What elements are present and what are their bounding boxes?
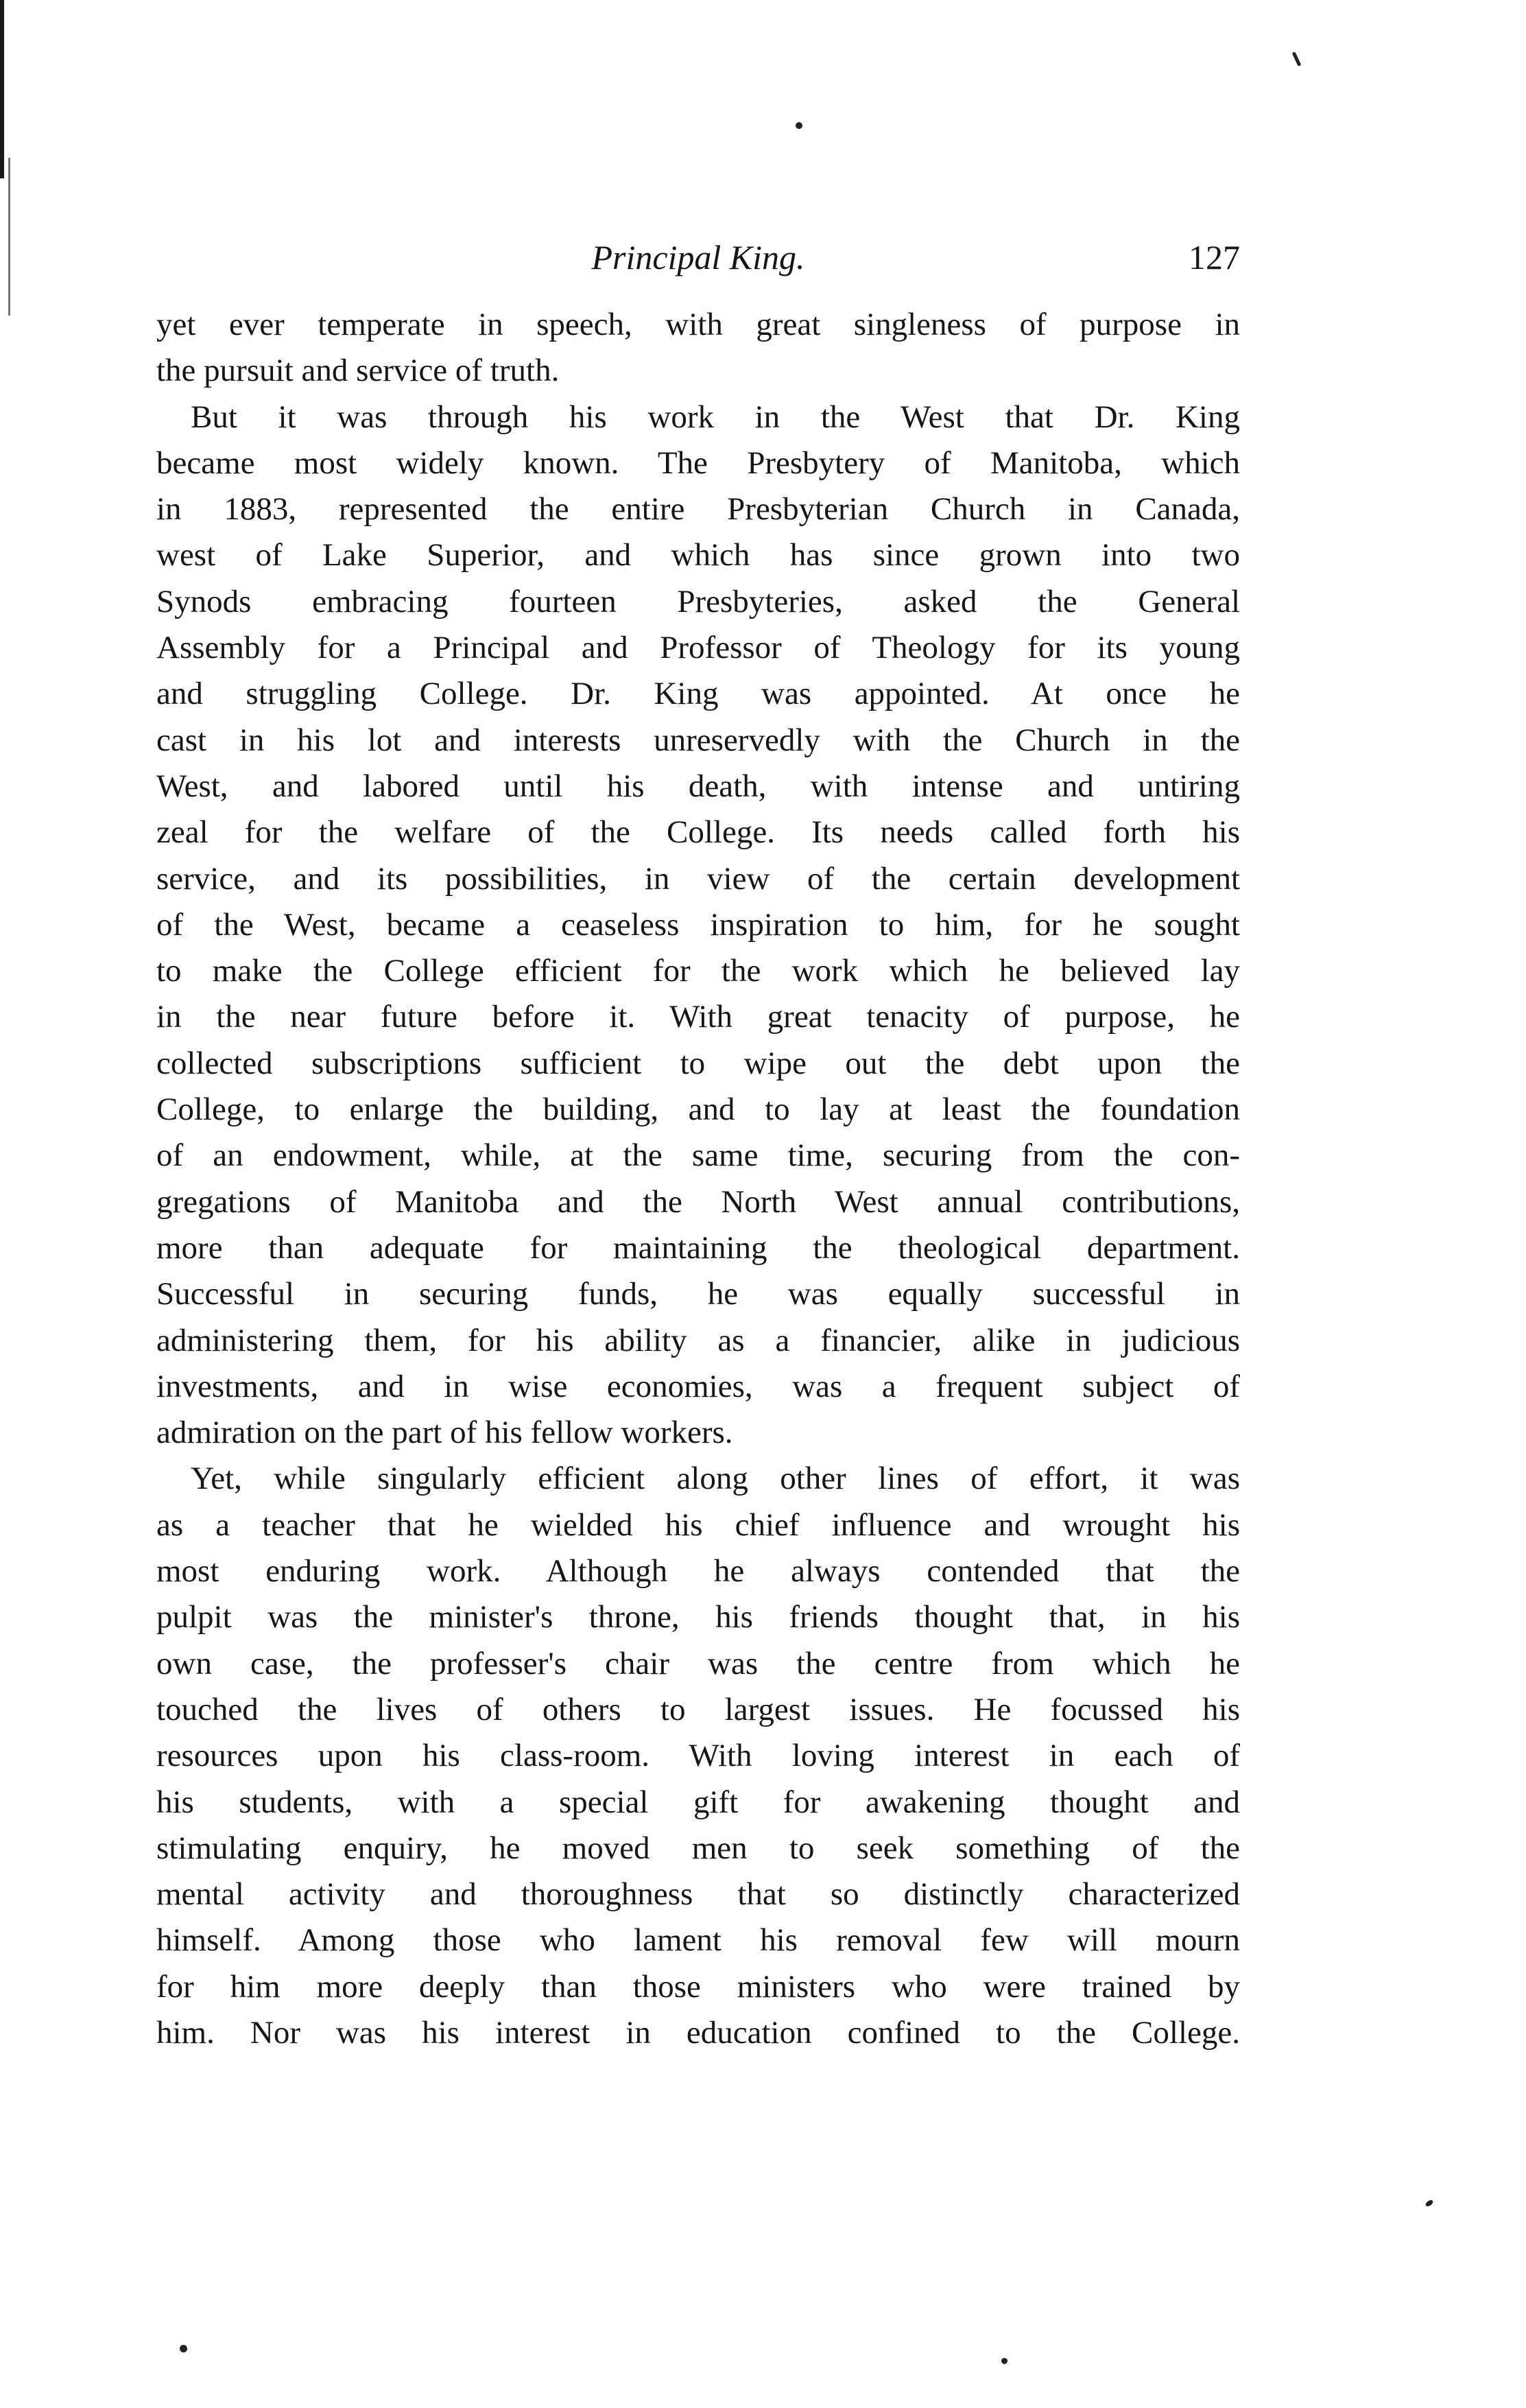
speck-mark — [1292, 51, 1302, 67]
speck-mark — [1001, 2358, 1008, 2364]
text-line: touched the lives of others to largest issues. He focussed his — [156, 1691, 1240, 1727]
text-line: most enduring work. Although he always contended that the — [156, 1553, 1240, 1590]
text-line: Yet, while singularly efficient along other lines of effort, it was — [191, 1461, 1240, 1497]
text-line: to make the College efficient for the work which he believed lay — [156, 953, 1240, 989]
text-line: West, and labored until his death, with intense and untiring — [156, 768, 1240, 804]
text-line: as a teacher that he wielded his chief influence and wrought his — [156, 1507, 1240, 1543]
text-line: gregations of Manitoba and the North West annual contributions, — [156, 1183, 1240, 1220]
text-line: Synods embracing fourteen Presbyteries, asked the General — [156, 583, 1240, 619]
text-line: pulpit was the minister's throne, his friends thought that, in his — [156, 1599, 1240, 1636]
text-line: west of Lake Superior, and which has since grown into two — [156, 537, 1240, 574]
text-line: Assembly for a Principal and Professor of Theology for its young — [156, 630, 1240, 666]
page-number: 127 — [1189, 238, 1240, 276]
text-line: College, to enlarge the building, and to lay at least the foundation — [156, 1091, 1240, 1128]
text-line: in the near future before it. With great tenacity of purpose, he — [156, 999, 1240, 1035]
text-line: of the West, became a ceaseless inspiration to him, for he sought — [156, 906, 1240, 943]
text-line: zeal for the welfare of the College. Its needs called forth his — [156, 814, 1240, 851]
running-title: Principal King. — [591, 238, 805, 276]
text-line: own case, the professer's chair was the centre from which he — [156, 1645, 1240, 1681]
text-line: his students, with a special gift for awakening thought and — [156, 1784, 1240, 1820]
page-edge-mark — [0, 0, 4, 178]
text-line: yet ever temperate in speech, with great singleness of purpose in — [156, 307, 1240, 342]
text-line: for him more deeply than those ministers who were trained by — [156, 1968, 1240, 2005]
text-line: service, and its possibilities, in view of the certain development — [156, 860, 1240, 897]
text-line: administering them, for his ability as a financier, alike in judicious — [156, 1322, 1240, 1358]
speck-mark — [1424, 2199, 1434, 2208]
text-line: cast in his lot and interests unreservedly with the Church in the — [156, 722, 1240, 758]
text-line: mental activity and thoroughness that so distinctly characterized — [156, 1876, 1240, 1913]
text-line: the pursuit and service of truth. — [156, 353, 560, 389]
text-line: collected subscriptions sufficient to wipe out the debt upon the — [156, 1045, 1240, 1081]
text-line: more than adequate for maintaining the theological department. — [156, 1229, 1240, 1266]
text-line: and struggling College. Dr. King was appointed. At once he — [156, 676, 1240, 712]
body-text — [156, 302, 1240, 2056]
text-line: resources upon his class-room. With loving interest in each of — [156, 1738, 1240, 1774]
text-line: stimulating enquiry, he moved men to seek something of the — [156, 1830, 1240, 1866]
text-line: him. Nor was his interest in education confined to the College. — [156, 2014, 1240, 2051]
text-line: admiration on the part of his fellow workers. — [156, 1415, 733, 1451]
running-head — [156, 233, 1240, 281]
text-line: Successful in securing funds, he was equally successful in — [156, 1276, 1240, 1312]
page-edge-mark-secondary — [8, 158, 10, 316]
speck-mark — [180, 2345, 187, 2352]
speck-mark — [796, 122, 802, 129]
text-line: of an endowment, while, at the same time, securing from the con- — [156, 1137, 1240, 1174]
text-line: But it was through his work in the West that Dr. King — [191, 399, 1240, 435]
text-line: became most widely known. The Presbytery of Manitoba, which — [156, 445, 1240, 481]
text-line: in 1883, represented the entire Presbyterian Church in Canada, — [156, 491, 1240, 528]
text-line: himself. Among those who lament his removal few will mourn — [156, 1922, 1240, 1959]
text-line: investments, and in wise economies, was a frequent subject of — [156, 1368, 1240, 1404]
